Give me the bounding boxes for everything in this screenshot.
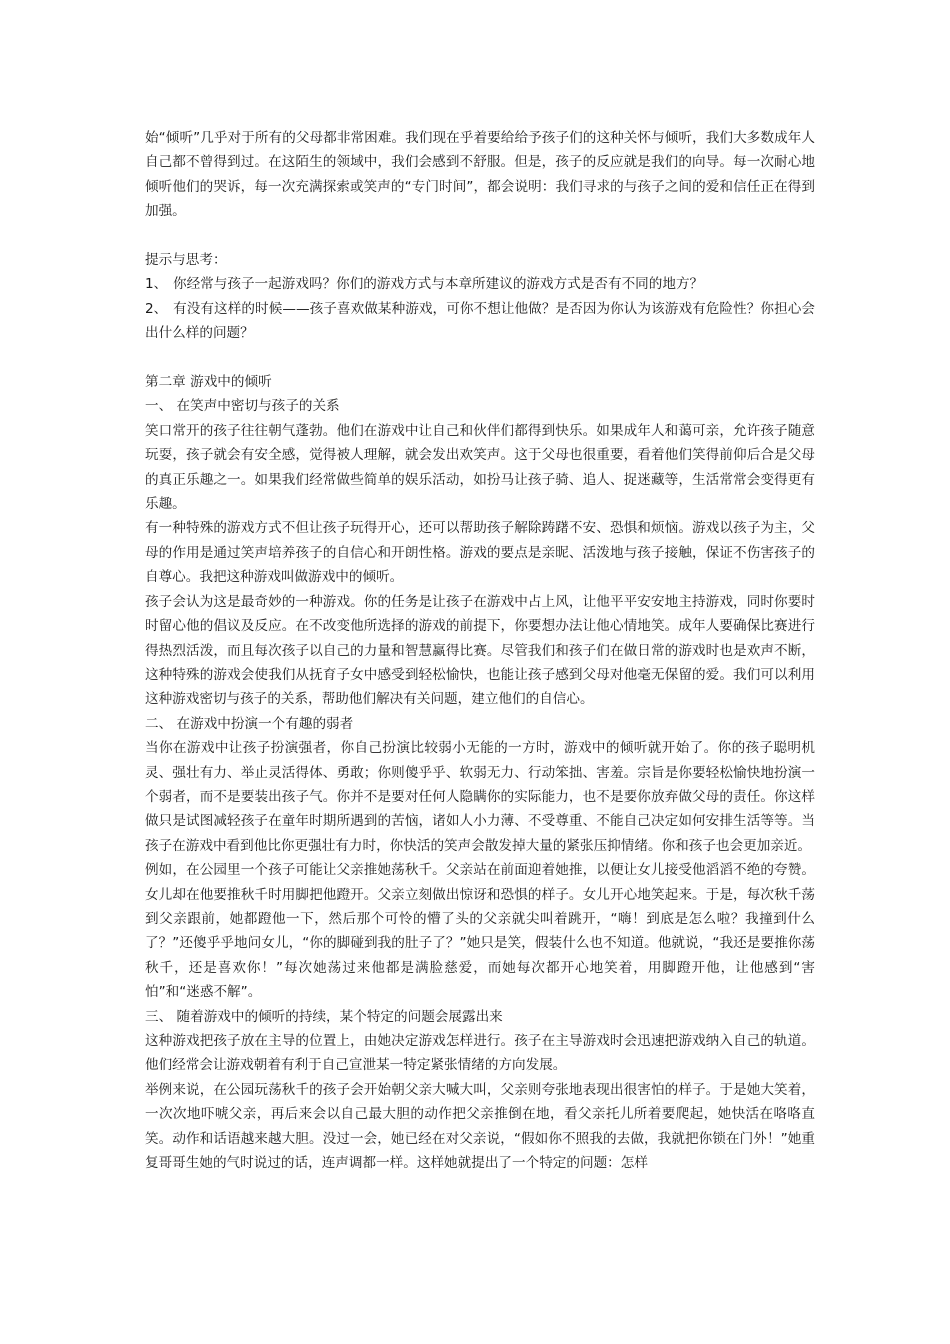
chapter-title: 第二章 游戏中的倾听: [145, 374, 272, 391]
section-3-title: 三、 随着游戏中的倾听的持续，某个特定的问题会展露出来: [145, 1008, 503, 1025]
spacer: [145, 346, 815, 370]
section-2-paragraph: 例如，在公园里一个孩子可能让父亲推她荡秋千。父亲站在前面迎着她推，以便让女儿接受他滔滔不绝的夸赞。女儿却在他要推秋千时用脚把他蹬开。父亲立刻做出惊讶和恐惧的样子。女儿开心地笑起来。于是，每次秋千荡到父亲跟前，她都蹬他一下，然后那个可怜的懵了头的父亲就尖叫着跳开，“嗨！到底是怎么啦？我撞到什么了？”还傻乎乎地问女儿，“你的脚碰到我的肚子了？”她只是笑，假装什么也不知道。他就说，“我还是要推你荡秋千，还是喜欢你！”每次她荡过来他都是满脸慈爱，而她每次都开心地笑着，用脚蹬开他，让他感到“害怕”和“迷惑不解”。: [145, 862, 815, 1001]
hints-title: 提示与思考：: [145, 252, 227, 269]
hint-text: 有没有这样的时候——孩子喜欢做某种游戏，可你不想让他做？是否因为你认为该游戏有危险性？你担心会出什么样的问题？: [145, 300, 815, 342]
section-3-paragraph: 这种游戏把孩子放在主导的位置上，由她决定游戏怎样进行。孩子在主导游戏时会迅速把游戏纳入自己的轨道。他们经常会让游戏朝着有利于自己宣泄某一特定紧张情绪的方向发展。: [145, 1033, 815, 1074]
intro-paragraph: 始“倾听”几乎对于所有的父母都非常困难。我们现在乎着要给给予孩子们的这种关怀与倾听，我们大多数成年人自己都不曾得到过。在这陌生的领域中，我们会感到不舒服。但是，孩子的反应就是我们的向导。每一次耐心地倾听他们的哭诉，每一次充满探索或笑声的“专门时间”，都会说明：我们寻求的与孩子之间的爱和信任正在得到加强。: [145, 130, 815, 220]
spacer: [145, 224, 815, 248]
hint-number: 1、: [145, 276, 168, 293]
document-page: [145, 126, 815, 1175]
section-2-paragraph: 当你在游戏中让孩子扮演强者，你自己扮演比较弱小无能的一方时，游戏中的倾听就开始了。你的孩子聪明机灵、强壮有力、举止灵活得体、勇敢；你则傻乎乎、软弱无力、行动笨拙、害羞。宗旨是你要轻松愉快地扮演一个弱者，而不是要装出孩子气。你并不是要对任何人隐瞒你的实际能力，也不是要你放弃做父母的责任。你这样做只是试图减轻孩子在童年时期所遇到的苦恼，诸如人小力薄、不受尊重、不能自己决定如何安排生活等等。当孩子在游戏中看到他比你更强壮有力时，你快活的笑声会散发掉大量的紧张压抑情绪。你和孩子也会更加亲近。: [145, 740, 815, 854]
section-1-paragraph: 笑口常开的孩子往往朝气蓬勃。他们在游戏中让自己和伙伴们都得到快乐。如果成年人和蔼可亲，允许孩子随意玩耍，孩子就会有安全感，觉得被人理解，就会发出欢笑声。这于父母也很重要，看着他们笑得前仰后合是父母的真正乐趣之一。如果我们经常做些简单的娱乐活动，如扮马让孩子骑、追人、捉迷藏等，生活常常会变得更有乐趣。: [145, 422, 815, 513]
hint-number: 2、: [145, 300, 168, 317]
hint-item-1: [145, 272, 815, 296]
section-1-title: 一、 在笑声中密切与孩子的关系: [145, 398, 340, 415]
section-1-paragraph: 有一种特殊的游戏方式不但让孩子玩得开心，还可以帮助孩子解除踌躇不安、恐惧和烦恼。游戏以孩子为主，父母的作用是通过笑声培养孩子的自信心和开朗性格。游戏的要点是亲昵、活泼地与孩子接触，保证不伤害孩子的自尊心。我把这种游戏叫做游戏中的倾听。: [145, 520, 815, 586]
section-3-paragraph: 举例来说，在公园玩荡秋千的孩子会开始朝父亲大喊大叫，父亲则夸张地表现出很害怕的样子。于是她大笑着，一次次地吓唬父亲，再后来会以自己最大胆的动作把父亲推倒在地，看父亲托儿所着要爬起，她快活在咯咯直笑。动作和话语越来越大胆。没过一会，她已经在对父亲说，“假如你不照我的去做，我就把你锁在门外！”她重复哥哥生她的气时说过的话，连声调都一样。这样她就提出了一个特定的问题：怎样: [145, 1081, 815, 1172]
section-2-title: 二、 在游戏中扮演一个有趣的弱者: [145, 715, 354, 732]
section-1-paragraph: 孩子会认为这是最奇妙的一种游戏。你的任务是让孩子在游戏中占上风，让他平平安安地主持游戏，同时你要时时留心他的倡议及反应。在不改变他所选择的游戏的前提下，你要想办法让他心情地笑。成年人要确保比赛进行得热烈活泼，而且每次孩子以自己的力量和智慧赢得比赛。尽管我们和孩子们在做日常的游戏时也是欢声不断，这种特殊的游戏会使我们从抚育子女中感受到轻松愉快，也能让孩子感到父母对他毫无保留的爱。我们可以利用这种游戏密切与孩子的关系，帮助他们解决有关问题，建立他们的自信心。: [145, 593, 815, 708]
hint-item-2: [145, 297, 815, 346]
hint-text: 你经常与孩子一起游戏吗？你们的游戏方式与本章所建议的游戏方式是否有不同的地方？: [173, 276, 704, 293]
